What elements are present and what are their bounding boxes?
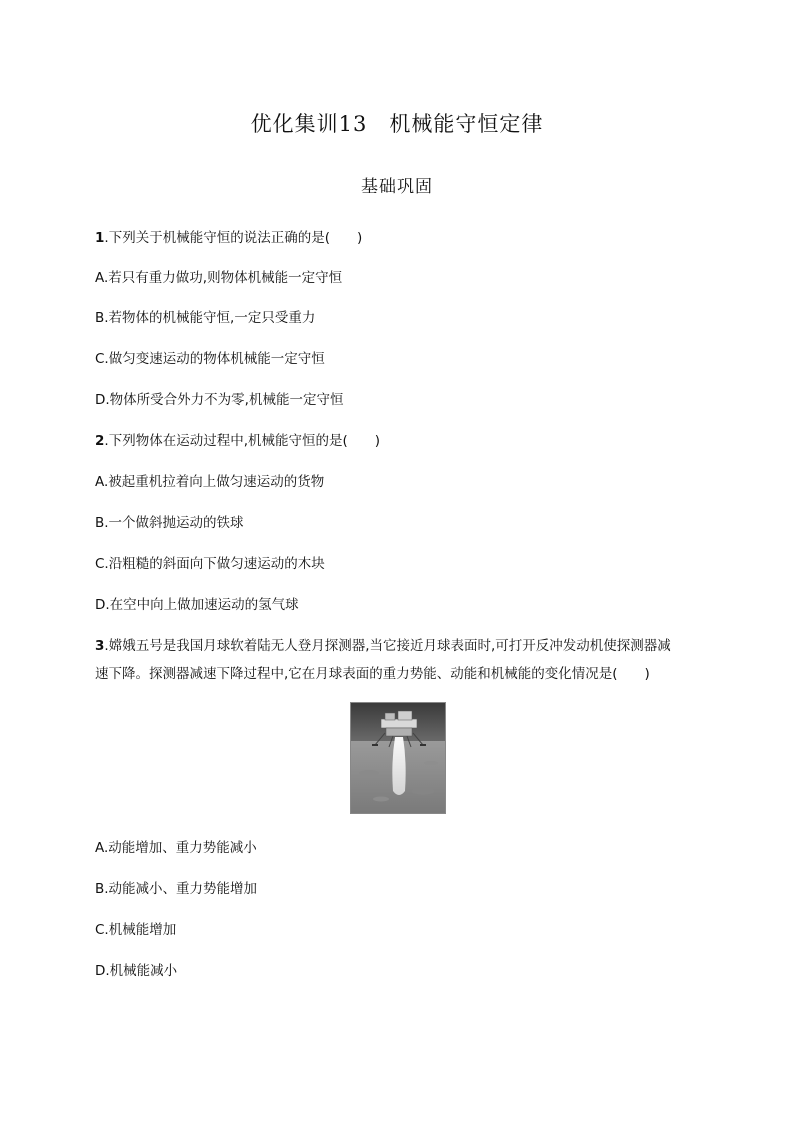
question-number: 3 <box>95 638 105 654</box>
question-2-option-b: B.一个做斜抛运动的铁球 <box>95 515 244 531</box>
section-heading: 基础巩固 <box>361 177 433 197</box>
question-3-stem-line-2: 速下降。探测器减速下降过程中,它在月球表面的重力势能、动能和机械能的变化情况是( ) <box>95 666 650 682</box>
question-2-option-a: A.被起重机拉着向上做匀速运动的货物 <box>95 474 325 490</box>
question-1-option-b: B.若物体的机械能守恒,一定只受重力 <box>95 310 316 326</box>
lunar-lander-photo <box>350 702 446 814</box>
question-3-option-a: A.动能增加、重力势能减小 <box>95 840 257 856</box>
question-1-option-d: D.物体所受合外力不为零,机械能一定守恒 <box>95 392 344 408</box>
question-2-option-c: C.沿粗糙的斜面向下做匀速运动的木块 <box>95 556 325 572</box>
question-number: 2 <box>95 433 105 449</box>
question-2-option-d: D.在空中向上做加速运动的氢气球 <box>95 597 299 613</box>
question-text: .嫦娥五号是我国月球软着陆无人登月探测器,当它接近月球表面时,可打开反冲发动机使探测器减 <box>104 638 671 654</box>
question-3-option-b: B.动能减小、重力势能增加 <box>95 881 258 897</box>
page-title: 优化集训13 机械能守恒定律 <box>250 112 544 136</box>
question-text: .下列物体在运动过程中,机械能守恒的是( ) <box>104 433 381 449</box>
question-3-option-c: C.机械能增加 <box>95 922 177 938</box>
question-1-option-a: A.若只有重力做功,则物体机械能一定守恒 <box>95 270 343 286</box>
question-2-stem <box>95 429 380 449</box>
question-number: 1 <box>95 230 105 246</box>
question-3-stem-line-1 <box>95 634 671 654</box>
question-1-option-c: C.做匀变速运动的物体机械能一定守恒 <box>95 351 325 367</box>
question-text: .下列关于机械能守恒的说法正确的是( ) <box>104 230 363 246</box>
question-3-option-d: D.机械能减小 <box>95 963 178 979</box>
question-1-stem <box>95 226 362 246</box>
